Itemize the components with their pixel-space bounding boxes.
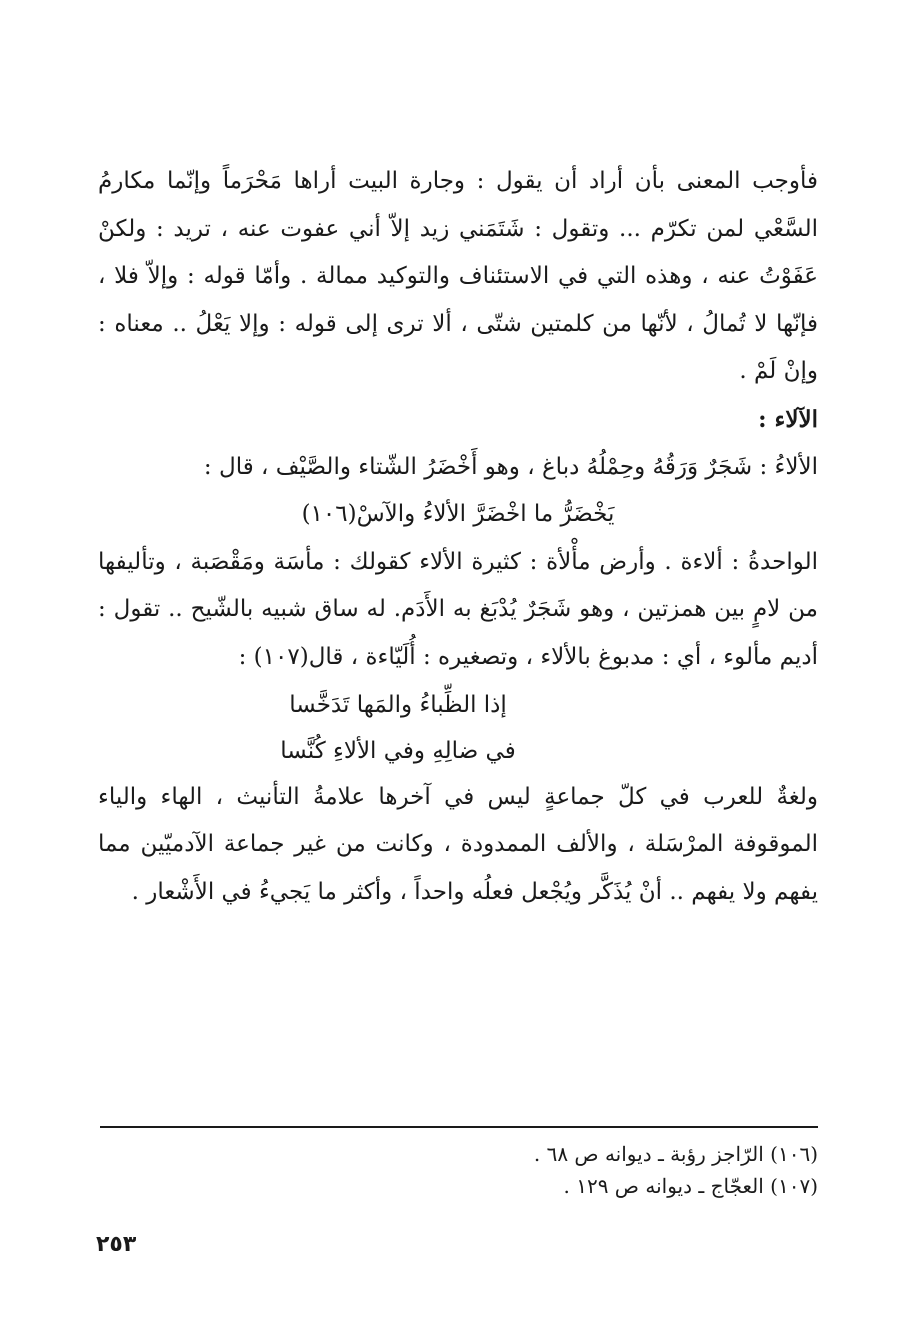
paragraph-1: فأوجب المعنى بأن أراد أن يقول : وجارة البيت أراها مَحْرَماً وإنّما مكارمُ السَّعْي لمن تكرّم ... وتقول : شَتَمَني زيد إلاّ أني عفوت عنه ، تريد : ولكنْ عَفَوْتُ عنه ، وهذه التي في الاستئناف والتوكيد ممالة . وأمّا قوله : وإلاّ فلا ، فإنّها لا تُمالُ ، لأنّها من كلمتين شتّى ، ألا ترى إلى قوله : وإلا يَعْلُ .. معناه : وإنْ لَمْ . (98, 168, 818, 385)
main-text (98, 158, 818, 916)
footnote-divider (100, 1126, 818, 1128)
footnote-106: (١٠٦) الرّاجز رؤبة ـ ديوانه ص ٦٨ . (533, 1142, 818, 1166)
paragraph-3: الواحدةُ : ألاءة . وأرض مأْلأة : كثيرة الألاء كقولك : مأسَة ومَقْصَبة ، وتأليفها من لامٍ بين همزتين ، وهو شَجَرٌ يُدْبَغ به الأَدَم. له ساق شبيه بالشّيح .. تقول : أديم مألوء ، أي : مدبوغ بالألاء ، وتصغيره : أُلَيّاءة ، قال(١٠٧) : (98, 548, 818, 670)
verse-107-line-1: إذا الظِّباءُ والمَها تَدَخَّسا (289, 691, 507, 718)
footnote-107: (١٠٧) العجّاج ـ ديوانه ص ١٢٩ . (563, 1174, 818, 1198)
entry-heading: الآلاء : (758, 405, 818, 433)
footnotes (100, 1138, 818, 1202)
paragraph-2: الألاءُ : شَجَرٌ وَرَقُهُ وحِمْلُهُ دباغ ، وهو أَخْضَرُ الشّتاء والصَّيْف ، قال : (203, 453, 818, 480)
verse-107-line-2: في ضالِهِ وفي الألاءِ كُنَّسا (280, 737, 516, 764)
page-number: ٢٥٣ (96, 1232, 137, 1257)
paragraph-4: ولغةٌ للعرب في كلّ جماعةٍ ليس في آخرها علامةُ التأنيث ، الهاء والياء الموقوفة المرْسَلة ، والألف الممدودة ، وكانت من غير جماعة الآدميّين مما يفهم ولا يفهم .. أنْ يُذَكَّر ويُجْعل فعلُه واحداً ، وأكثر ما يَجيءُ في الأَشْعار . (98, 783, 818, 905)
verse-106: يَخْضَرُّ ما اخْضَرَّ الألاءُ والآسْ(١٠٦) (301, 501, 615, 528)
